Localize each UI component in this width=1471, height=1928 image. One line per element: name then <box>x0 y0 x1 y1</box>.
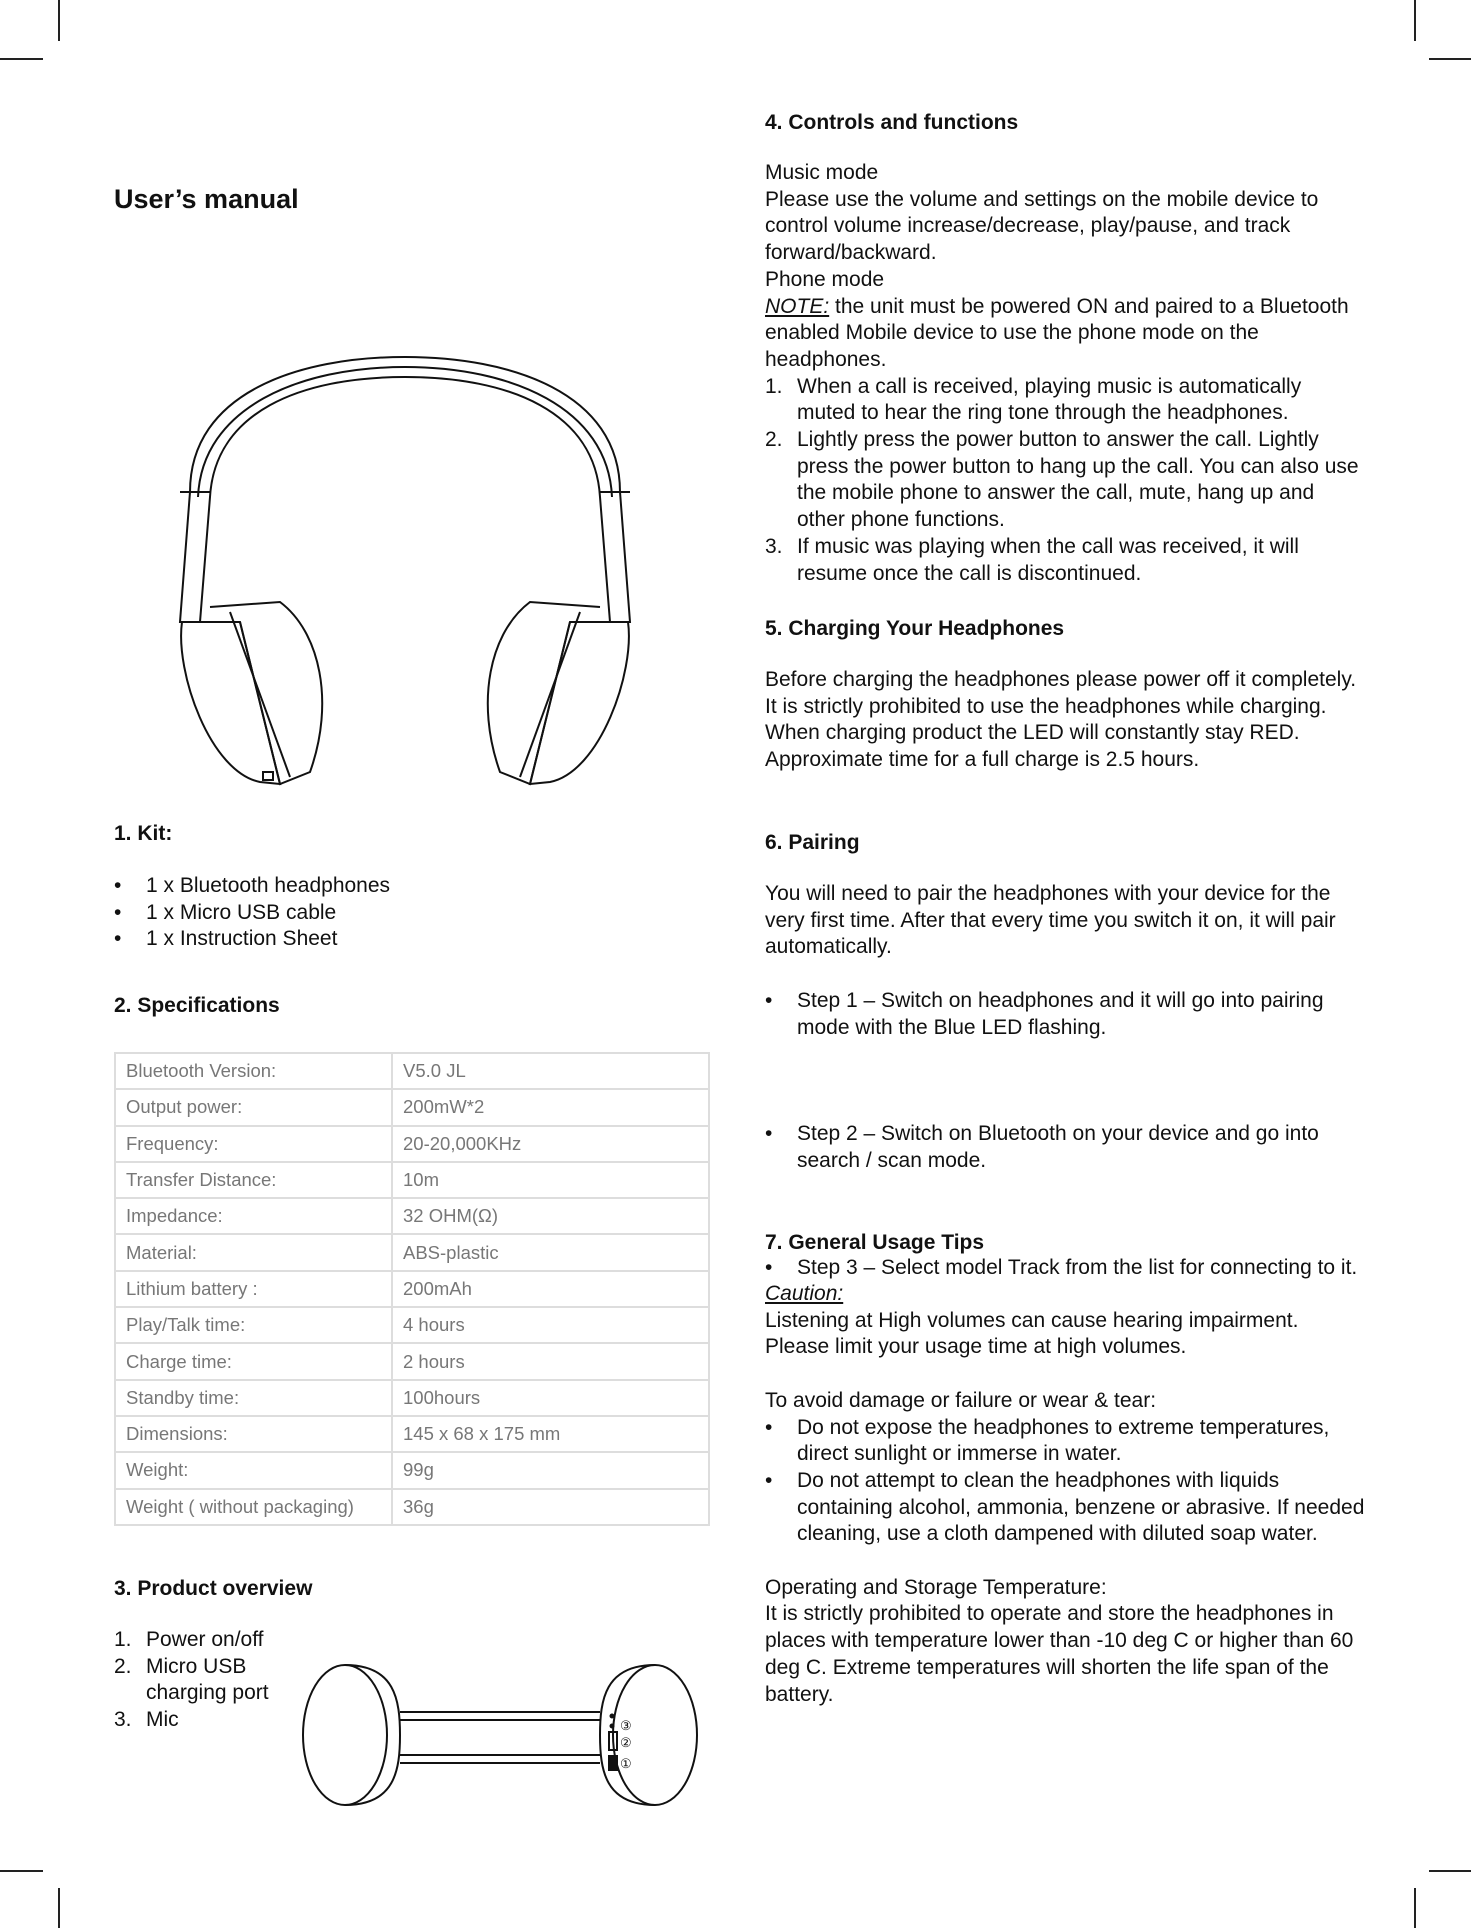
pairing-text: You will need to pair the headphones with your device for the very first time. After that every time you switch it on, it will pair automatically. <box>765 882 1336 959</box>
pairing-step-text: Step 1 – Switch on headphones and it will go into pairing mode with the Blue LED flashing. <box>797 989 1324 1039</box>
spec-label: Output power: <box>115 1089 392 1125</box>
crop-mark <box>1414 1888 1416 1928</box>
music-mode-title: Music mode <box>765 161 879 184</box>
overview-item: Mic <box>146 1708 179 1732</box>
kit-item: 1 x Bluetooth headphones <box>146 874 391 897</box>
headphones-illustration <box>170 352 640 792</box>
spec-label: Standby time: <box>115 1380 392 1416</box>
spec-label: Transfer Distance: <box>115 1162 392 1198</box>
table-row <box>115 1452 709 1488</box>
list-item: 1. Power on/off <box>114 1628 264 1651</box>
caution-label: Caution: <box>765 1282 844 1305</box>
pairing-step-text: Step 3 – Select model Track from the list for connecting to it. <box>797 1255 1358 1279</box>
crop-mark <box>0 58 43 60</box>
product-overview-diagram <box>300 1660 700 1810</box>
charging-text: Before charging the headphones please power off it completely. It is strictly prohibited to use the headphones while charging. When charging product the LED will constantly stay RED. Approximate time for a full charge is 2.5 hours. <box>765 668 1357 772</box>
spec-label: Impedance: <box>115 1198 392 1234</box>
marker-1: ① <box>620 1756 632 1771</box>
spec-label: Dimensions: <box>115 1416 392 1452</box>
list-item: 2. Lightly press the power button to answer the call. Lightly press the power button to hang up the call. You can also use the mobile phone to answer the call, mute, hang up and other phone functions. <box>765 428 1359 532</box>
pairing-step: • Step 2 – Switch on Bluetooth on your device and go into search / scan mode. <box>765 1122 1319 1173</box>
specs-heading: 2. Specifications <box>114 994 280 1017</box>
spec-value: 36g <box>392 1489 709 1525</box>
list-item: 3. Mic <box>114 1708 179 1732</box>
table-row <box>115 1053 709 1089</box>
caution-text: Listening at High volumes can cause hearing impairment. Please limit your usage time at high volumes. <box>765 1308 1299 1359</box>
note-label: NOTE: <box>765 294 830 318</box>
table-row <box>115 1234 709 1270</box>
spec-value: 100hours <box>392 1380 709 1416</box>
spec-label: Material: <box>115 1234 392 1270</box>
table-row <box>115 1089 709 1125</box>
avoid-intro: To avoid damage or failure or wear & tear: <box>765 1388 1157 1412</box>
kit-list <box>114 873 674 953</box>
crop-mark <box>1429 1870 1471 1872</box>
spec-value: 200mW*2 <box>392 1089 709 1125</box>
pairing-heading: 6. Pairing <box>765 831 860 854</box>
music-mode-text: Please use the volume and settings on the mobile device to control volume increase/decrease, play/pause, and track forward/backward. <box>765 187 1319 265</box>
spec-value: ABS-plastic <box>392 1234 709 1270</box>
phone-mode-title: Phone mode <box>765 267 885 291</box>
crop-mark <box>0 1870 43 1872</box>
spec-value: 10m <box>392 1162 709 1198</box>
overview-item: Micro USB charging port <box>146 1654 269 1705</box>
charging-heading: 5. Charging Your Headphones <box>765 617 1065 640</box>
table-row <box>115 1162 709 1198</box>
table-row <box>115 1343 709 1379</box>
pairing-step: • Step 1 – Switch on headphones and it will go into pairing mode with the Blue LED flashing. <box>765 989 1324 1039</box>
table-row <box>115 1307 709 1343</box>
avoid-item: Do not expose the headphones to extreme temperatures, direct sunlight or immerse in water. <box>797 1415 1330 1466</box>
controls-heading: 4. Controls and functions <box>765 111 1019 134</box>
spec-value: 2 hours <box>392 1343 709 1379</box>
list-item: 3. If music was playing when the call was received, it will resume once the call is discontinued. <box>765 534 1299 585</box>
phone-step: When a call is received, playing music is automatically muted to hear the ring tone through the headphones. <box>797 374 1302 425</box>
table-row <box>115 1380 709 1416</box>
list-item: 1. When a call is received, playing music is automatically muted to hear the ring tone through the headphones. <box>765 374 1302 425</box>
table-row <box>115 1416 709 1452</box>
crop-mark <box>1414 0 1416 41</box>
list-item: • 1 x Bluetooth headphones <box>114 874 391 897</box>
spec-label: Lithium battery : <box>115 1271 392 1307</box>
list-item: • 1 x Instruction Sheet <box>114 927 338 951</box>
kit-item: 1 x Micro USB cable <box>146 900 337 924</box>
pairing-step-text: Step 2 – Switch on Bluetooth on your device and go into search / scan mode. <box>797 1122 1319 1173</box>
avoid-item: Do not attempt to clean the headphones with liquids containing alcohol, ammonia, benzene or abrasive. If needed cleaning, use a cloth dampened with diluted soap water. <box>797 1468 1365 1546</box>
phone-step: If music was playing when the call was received, it will resume once the call is discontinued. <box>797 534 1299 585</box>
marker-2: ② <box>620 1735 632 1750</box>
tips-heading: 7. General Usage Tips <box>765 1231 985 1254</box>
note-text: the unit must be powered ON and paired to a Bluetooth enabled Mobile device to use the phone mode on the headphones. <box>765 294 1349 371</box>
overview-item: Power on/off <box>146 1628 264 1651</box>
spec-label: Weight: <box>115 1452 392 1488</box>
spec-value: 99g <box>392 1452 709 1488</box>
overview-heading: 3. Product overview <box>114 1577 313 1600</box>
spec-value: V5.0 JL <box>392 1053 709 1089</box>
spec-value: 4 hours <box>392 1307 709 1343</box>
table-row <box>115 1489 709 1525</box>
pairing-step: • Step 3 – Select model Track from the list for connecting to it. <box>765 1255 1358 1279</box>
marker-3: ③ <box>620 1718 632 1733</box>
phone-step: Lightly press the power button to answer the call. Lightly press the power button to hang up the call. You can also use the mobile phone to answer the call, mute, hang up and other phone functions. <box>797 428 1359 532</box>
specs-table <box>114 1052 710 1526</box>
spec-label: Frequency: <box>115 1126 392 1162</box>
table-row <box>115 1126 709 1162</box>
temperature-text: It is strictly prohibited to operate and store the headphones in places with temperature lower than -10 deg C or higher than 60 deg C. Extreme temperatures will shorten the life span of the battery. <box>765 1602 1354 1706</box>
note <box>765 294 1365 374</box>
spec-label: Bluetooth Version: <box>115 1053 392 1089</box>
overview-list <box>114 1627 294 1734</box>
spec-value: 145 x 68 x 175 mm <box>392 1416 709 1452</box>
spec-value: 200mAh <box>392 1271 709 1307</box>
spec-value: 32 OHM(Ω) <box>392 1198 709 1234</box>
list-item: • Do not attempt to clean the headphones with liquids containing alcohol, ammonia, benzene or abrasive. If needed cleaning, use a cloth dampened with diluted soap water. <box>765 1468 1365 1546</box>
spec-label: Charge time: <box>115 1343 392 1379</box>
kit-heading: 1. Kit: <box>114 822 173 845</box>
list-item: • Do not expose the headphones to extreme temperatures, direct sunlight or immerse in water. <box>765 1415 1330 1466</box>
kit-item: 1 x Instruction Sheet <box>146 927 338 951</box>
page-title: User’s manual <box>114 184 299 214</box>
list-item: 2. Micro USB charging port <box>114 1654 269 1705</box>
table-row <box>115 1271 709 1307</box>
temperature-title: Operating and Storage Temperature: <box>765 1575 1107 1599</box>
crop-mark <box>1429 58 1471 60</box>
list-item: • 1 x Micro USB cable <box>114 900 337 924</box>
spec-label: Play/Talk time: <box>115 1307 392 1343</box>
spec-label: Weight ( without packaging) <box>115 1489 392 1525</box>
crop-mark <box>58 0 60 41</box>
table-row <box>115 1198 709 1234</box>
crop-mark <box>58 1888 60 1928</box>
spec-value: 20-20,000KHz <box>392 1126 709 1162</box>
